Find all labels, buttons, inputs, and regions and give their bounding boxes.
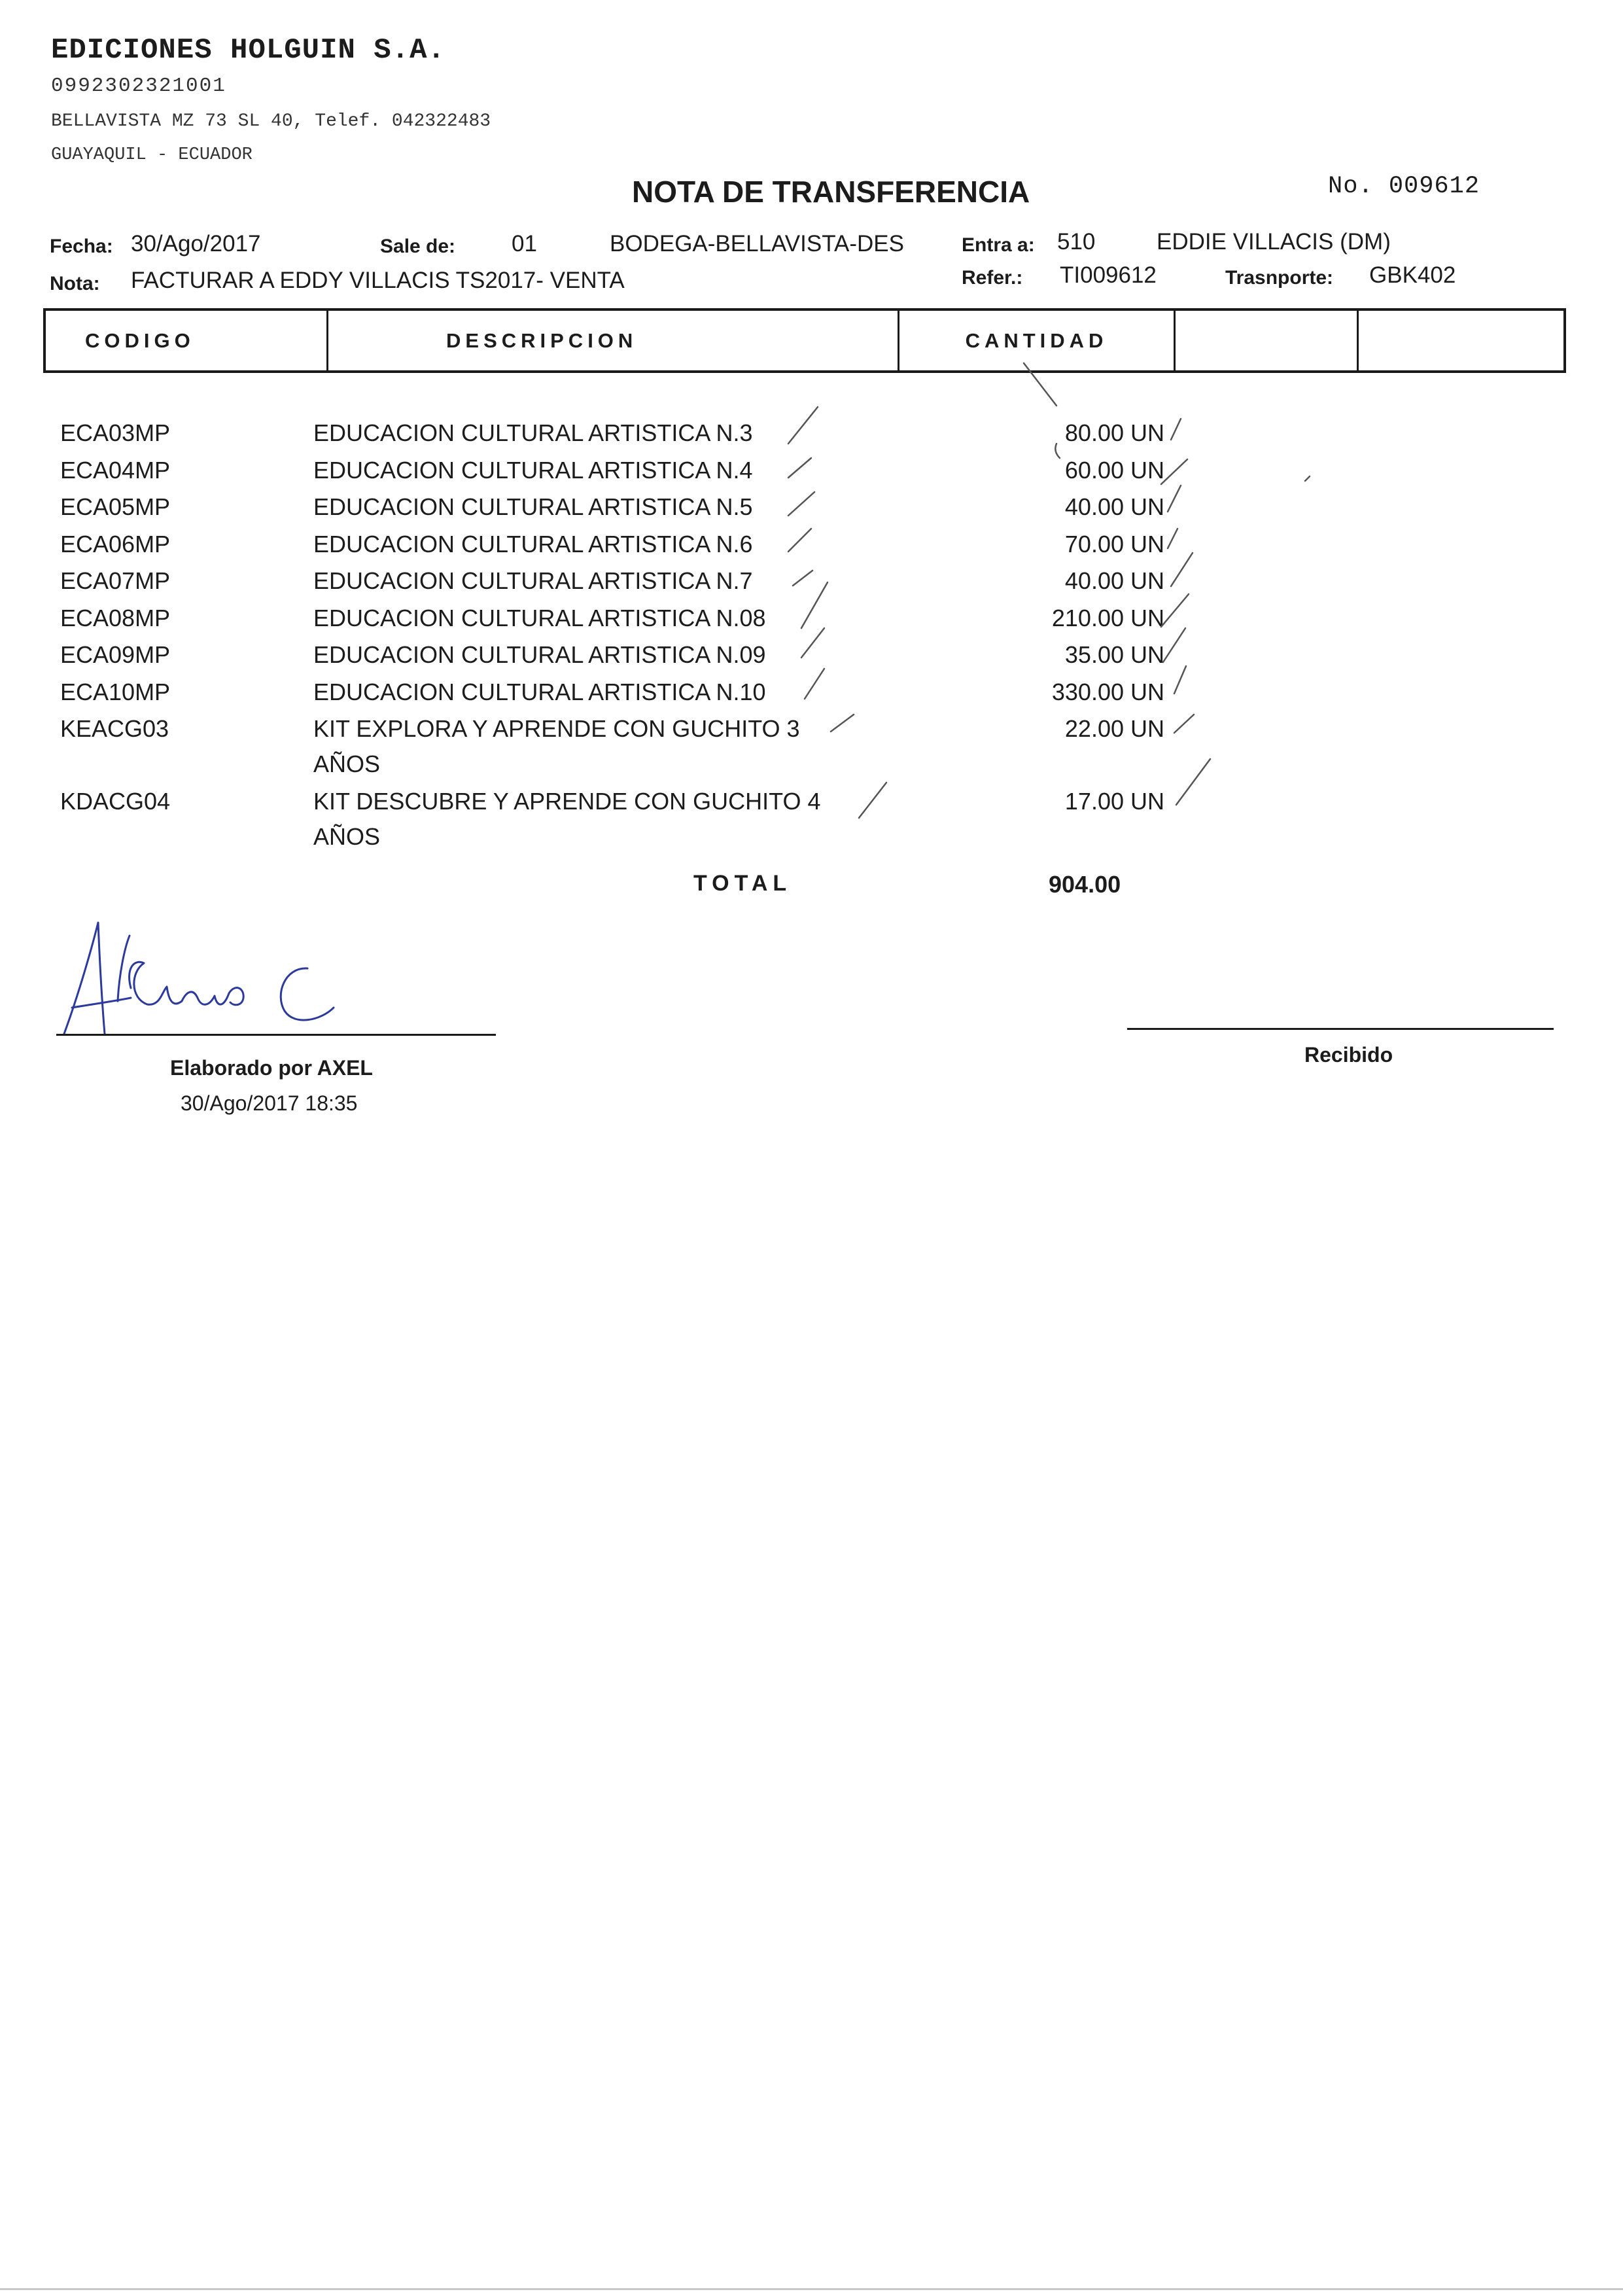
total-value: 904.00 [1049,871,1121,898]
row-descripcion: EDUCACION CULTURAL ARTISTICA N.4 [313,457,753,484]
total-label: TOTAL [693,871,792,896]
row-cantidad: 22.00 UN [1064,715,1164,742]
company-city: GUAYAQUIL - ECUADOR [51,145,253,165]
nota-label: Nota: [50,273,100,294]
elaborado-signature-line [56,1034,496,1036]
row-cantidad: 80.00 UN [1064,419,1164,446]
row-descripcion-continued: AÑOS [313,751,381,777]
company-address: BELLAVISTA MZ 73 SL 40, Telef. 042322483 [51,111,491,132]
row-descripcion: EDUCACION CULTURAL ARTISTICA N.08 [313,605,766,631]
sale-de-name: BODEGA-BELLAVISTA-DES [610,231,904,256]
row-descripcion: EDUCACION CULTURAL ARTISTICA N.5 [313,493,753,520]
refer-label: Refer.: [962,267,1023,289]
nota-value: FACTURAR A EDDY VILLACIS TS2017- VENTA [131,268,625,293]
table-row [0,679,1623,715]
column-header-codigo: CODIGO [46,311,328,370]
column-header-empty-1 [1176,311,1359,370]
row-cantidad: 35.00 UN [1064,641,1164,668]
transporte-value: GBK402 [1369,262,1456,288]
row-descripcion: EDUCACION CULTURAL ARTISTICA N.7 [313,567,753,594]
table-row [0,641,1623,678]
row-cantidad: 330.00 UN [1051,679,1164,705]
row-cantidad: 17.00 UN [1064,788,1164,815]
entra-a-code: 510 [1057,229,1096,255]
table-row [0,531,1623,567]
row-codigo: ECA07MP [60,567,171,594]
row-descripcion: KIT EXPLORA Y APRENDE CON GUCHITO 3 [313,715,800,742]
table-row [0,493,1623,530]
items-table-header [43,308,1566,373]
row-cantidad: 60.00 UN [1064,457,1164,484]
row-cantidad: 40.00 UN [1064,567,1164,594]
row-codigo: KDACG04 [60,788,171,815]
entra-a-label: Entra a: [962,234,1035,256]
column-header-empty-2 [1359,311,1563,370]
row-cantidad: 210.00 UN [1051,605,1164,631]
elaborado-label: Elaborado por AXEL [170,1056,373,1080]
sale-de-code: 01 [512,231,537,256]
row-codigo: ECA03MP [60,419,171,446]
row-descripcion: EDUCACION CULTURAL ARTISTICA N.3 [313,419,753,446]
entra-a-name: EDDIE VILLACIS (DM) [1157,229,1391,255]
transporte-label: Trasnporte: [1225,267,1334,289]
table-row [0,419,1623,456]
row-codigo: ECA06MP [60,531,171,557]
row-cantidad: 70.00 UN [1064,531,1164,557]
company-ruc: 0992302321001 [51,75,226,97]
row-codigo: ECA10MP [60,679,171,705]
row-descripcion: EDUCACION CULTURAL ARTISTICA N.09 [313,641,766,668]
row-codigo: ECA05MP [60,493,171,520]
column-header-descripcion: DESCRIPCION [328,311,899,370]
table-row [0,605,1623,641]
row-codigo: KEACG03 [60,715,169,742]
company-name: EDICIONES HOLGUIN S.A. [51,34,445,67]
fecha-value: 30/Ago/2017 [131,231,261,256]
row-cantidad: 40.00 UN [1064,493,1164,520]
sale-de-label: Sale de: [380,236,456,257]
table-row [0,457,1623,493]
fecha-label: Fecha: [50,236,113,257]
table-row [0,788,1623,860]
row-codigo: ECA09MP [60,641,171,668]
row-descripcion: EDUCACION CULTURAL ARTISTICA N.10 [313,679,766,705]
row-codigo: ECA08MP [60,605,171,631]
elaborado-date: 30/Ago/2017 18:35 [181,1091,358,1115]
row-descripcion: EDUCACION CULTURAL ARTISTICA N.6 [313,531,753,557]
document-title: NOTA DE TRANSFERENCIA [632,175,1030,209]
row-descripcion-continued: AÑOS [313,823,381,850]
document-number: No. 009612 [1328,173,1480,200]
scan-bottom-edge [0,2288,1623,2290]
row-codigo: ECA04MP [60,457,171,484]
recibido-signature-line [1127,1028,1554,1030]
table-row [0,567,1623,604]
table-row [0,715,1623,787]
refer-value: TI009612 [1060,262,1157,288]
row-descripcion: KIT DESCUBRE Y APRENDE CON GUCHITO 4 [313,788,821,815]
handwritten-signature [52,910,353,1040]
column-header-cantidad: CANTIDAD [899,311,1176,370]
recibido-label: Recibido [1304,1043,1393,1067]
